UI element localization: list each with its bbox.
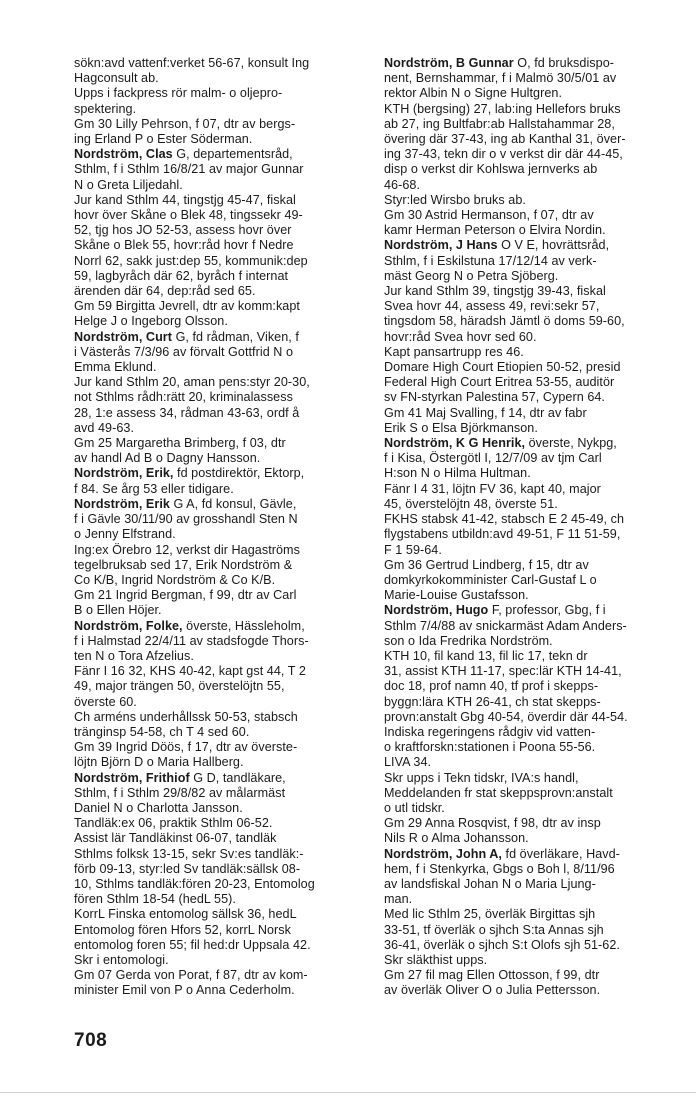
text-line: Upps i fackpress rör malm- o oljepro- <box>74 86 283 101</box>
text-line: Entomolog fören Hfors 52, korrL Norsk <box>74 922 291 937</box>
text-line: förb 09-13, styr:led Sv tandläk:sällsk 08- <box>74 861 301 876</box>
text-line: disp o verkst dir Kohlswa jernverks ab <box>384 162 598 177</box>
text-line: 46-68. <box>384 177 421 192</box>
entry-name: Nordström, Folke, <box>74 618 183 633</box>
text-line: Nordström, Erik G A, fd konsul, Gävle, <box>74 496 297 511</box>
entry-name: Nordström, J Hans <box>384 238 498 253</box>
entry-name: Nordström, Erik <box>74 496 170 511</box>
text-line: man. <box>384 892 413 907</box>
text-line: Nordström, Frithiof G D, tandläkare, <box>74 770 286 785</box>
text-line: Fänr I 16 32, KHS 40-42, kapt gst 44, T 2 <box>74 664 306 679</box>
entry-name: Nordström, John A, <box>384 846 502 861</box>
text-line: B o Ellen Höjer. <box>74 603 162 618</box>
text-line: KTH 10, fil kand 13, fil lic 17, tekn dr <box>384 648 588 663</box>
text-line: tegelbruksab sed 17, Erik Nordström & <box>74 557 293 572</box>
text-line: LIVA 34. <box>384 755 432 770</box>
text-line: Jur kand Sthlm 20, aman pens:styr 20-30, <box>74 375 310 390</box>
text-line: KTH (bergsing) 27, lab:ing Hellefors bruks <box>384 101 621 116</box>
text-line: Fänr I 4 31, löjtn FV 36, kapt 40, major <box>384 481 601 496</box>
page-number: 708 <box>74 1030 108 1051</box>
text-line: provn:anstalt Gbg 40-54, överdir där 44-54. <box>384 709 628 724</box>
entry-name: Nordström, Clas <box>74 147 173 162</box>
text-line: Co K/B, Ingrid Nordström & Co K/B. <box>74 572 276 587</box>
text-line: N o Greta Liljedahl. <box>74 177 183 192</box>
text-line: 28, 1:e assess 34, rådman 43-63, ordf å <box>74 405 300 420</box>
entry-name: Nordström, Hugo <box>384 603 489 618</box>
text-line: Nordström, Erik, fd postdirektör, Ektorp, <box>74 466 305 481</box>
text-line: Gm 07 Gerda von Porat, f 87, dtr av kom- <box>74 968 308 983</box>
entry-name: Nordström, B Gunnar <box>384 56 514 70</box>
text-line: Skr i entomologi. <box>74 952 169 967</box>
text-line: 52, tjg hos JO 52-53, assess hovr över <box>74 223 292 238</box>
text-line: Nordström, Clas G, departementsråd, <box>74 147 293 162</box>
text-line: Hagconsult ab. <box>74 71 159 86</box>
text-line: Skåne o Blek 55, hovr:råd hovr f Nedre <box>74 238 294 253</box>
text-line: Gm 21 Ingrid Bergman, f 99, dtr av Carl <box>74 588 297 603</box>
text-line: Gm 25 Margaretha Brimberg, f 03, dtr <box>74 436 286 451</box>
text-line: Med lic Sthlm 25, överläk Birgittas sjh <box>384 907 596 922</box>
text-line: 49, major trängen 50, överstelöjtn 55, <box>74 679 285 694</box>
text-line: Norrl 62, sakk just:dep 55, kommunik:dep <box>74 253 308 268</box>
entry-name: Nordström, K G Henrik, <box>384 436 526 451</box>
text-line: f i Gävle 30/11/90 av grosshandl Sten N <box>74 512 298 527</box>
text-line: flygstabens utbildn:avd 49-51, F 11 51-59, <box>384 527 621 542</box>
text-line: Meddelanden fr stat skeppsprovn:anstalt <box>384 785 613 800</box>
text-line: Assist lär Tandläkinst 06-07, tandläk <box>74 831 277 846</box>
left-column <box>74 56 362 999</box>
text-line: Jur kand Sthlm 39, tingstjg 39-43, fiskal <box>384 284 606 299</box>
text-line: F 1 59-64. <box>384 542 442 557</box>
text-line: sv FN-styrkan Palestina 57, Cypern 64. <box>384 390 605 405</box>
text-line: Sthlm 7/4/88 av snickarmäst Adam Anders- <box>384 618 627 633</box>
text-line: f i Halmstad 22/4/11 av stadsfogde Thors- <box>74 633 309 648</box>
text-line: Tandläk:ex 06, praktik Sthlm 06-52. <box>74 816 273 831</box>
text-line: Nordström, John A, fd överläkare, Havd- <box>384 846 620 861</box>
text-line: FKHS stabsk 41-42, stabsch E 2 45-49, ch <box>384 512 625 527</box>
text-line: Skr upps i Tekn tidskr, IVA:s handl, <box>384 770 579 785</box>
text-line: fören Sthlm 18-54 (hedL 55). <box>74 892 236 907</box>
text-line: Gm 41 Maj Svalling, f 14, dtr av fabr <box>384 405 587 420</box>
bottom-rule <box>0 1092 696 1093</box>
text-line: Nordström, B Gunnar O, fd bruksdispo- <box>384 56 614 70</box>
text-line: Nordström, Folke, överste, Hässleholm, <box>74 618 305 633</box>
text-line: i Västerås 7/3/96 av förvalt Gottfrid N o <box>74 344 294 359</box>
text-line: Svea hovr 44, assess 49, revi:sekr 57, <box>384 299 600 314</box>
text-line: Sthlm, f i Sthlm 29/8/82 av målarmäst <box>74 785 286 800</box>
entry-name: Nordström, Frithiof <box>74 770 190 785</box>
text-line: av landsfiskal Johan N o Maria Ljung- <box>384 876 596 891</box>
text-line: 36-41, överläk o sjhch S:t Olofs sjh 51-62. <box>384 937 620 952</box>
text-line: Nordström, J Hans O V E, hovrättsråd, <box>384 238 610 253</box>
text-line: Helge J o Ingeborg Olsson. <box>74 314 228 329</box>
text-line: Erik S o Elsa Björkmanson. <box>384 420 538 435</box>
text-line: Jur kand Sthlm 44, tingstjg 45-47, fiskal <box>74 192 296 207</box>
text-line: tingsdom 58, häradsh Jämtl ö doms 59-60, <box>384 314 625 329</box>
text-line: ärenden där 64, dep:råd sed 65. <box>74 284 256 299</box>
text-line: H:son N o Hilma Hultman. <box>384 466 531 481</box>
text-line: Ing:ex Örebro 12, verkst dir Hagaströms <box>74 542 300 557</box>
text-line: Skr släkthist upps. <box>384 952 488 967</box>
text-line: ab 27, ing Bultfabr:ab Hallstahammar 28, <box>384 116 615 131</box>
text-line: överste 60. <box>74 694 137 709</box>
text-line: 59, lagbyråch där 62, byråch f internat <box>74 268 289 283</box>
text-line: Ch arméns underhållssk 50-53, stabsch <box>74 709 298 724</box>
text-line: ten N o Tora Afzelius. <box>74 648 194 663</box>
text-line: domkyrkokomminister Carl-Gustaf L o <box>384 572 597 587</box>
text-line: Marie-Louise Gustafsson. <box>384 588 529 603</box>
entry-name: Nordström, Curt <box>74 329 173 344</box>
text-line: o Jenny Elfstrand. <box>74 527 176 542</box>
text-line: mäst Georg N o Petra Sjöberg. <box>384 268 559 283</box>
text-line: av överläk Oliver O o Julia Pettersson. <box>384 983 601 998</box>
text-line: rektor Albin N o Signe Hultgren. <box>384 86 563 101</box>
text-line: Daniel N o Charlotta Jansson. <box>74 800 243 815</box>
text-line: byggn:lära KTH 26-41, ch stat skepps- <box>384 694 601 709</box>
text-line: nent, Bernshammar, f i Malmö 30/5/01 av <box>384 71 617 86</box>
text-line: Nordström, K G Henrik, överste, Nykpg, <box>384 436 617 451</box>
text-line: o kraftforskn:stationen i Poona 55-56. <box>384 740 596 755</box>
text-line: Sthlm, f i Eskilstuna 17/12/14 av verk- <box>384 253 597 268</box>
text-line: Gm 29 Anna Rosqvist, f 98, dtr av insp <box>384 816 601 831</box>
text-line: not Sthlms rådh:rätt 20, kriminalassess <box>74 390 293 405</box>
text-line: tränginsp 54-58, ch T 4 sed 60. <box>74 724 250 739</box>
text-line: minister Emil von P o Anna Cederholm. <box>74 983 295 998</box>
text-line: Emma Eklund. <box>74 360 157 375</box>
text-line: Gm 39 Ingrid Döös, f 17, dtr av överste- <box>74 740 298 755</box>
text-line: KorrL Finska entomolog sällsk 36, hedL <box>74 907 297 922</box>
text-line: Domare High Court Etiopien 50-52, presid <box>384 360 621 375</box>
text-line: f i Kisa, Östergötl I, 12/7/09 av tjm Carl <box>384 451 602 466</box>
text-line: hem, f i Stenkyrka, Gbgs o Boh l, 8/11/96 <box>384 861 615 876</box>
text-line: löjtn Björn D o Maria Hallberg. <box>74 755 244 770</box>
text-line: sökn:avd vattenf:verket 56-67, konsult Ing <box>74 56 310 70</box>
text-line: 31, assist KTH 11-17, spec:lär KTH 14-41, <box>384 664 622 679</box>
text-line: kamr Herman Peterson o Elvira Nordin. <box>384 223 606 238</box>
text-line: entomolog foren 55; fil hed:dr Uppsala 42. <box>74 937 311 952</box>
text-line: Gm 36 Gertrud Lindberg, f 15, dtr av <box>384 557 589 572</box>
text-line: Gm 30 Lilly Pehrson, f 07, dtr av bergs- <box>74 116 296 131</box>
text-line: spektering. <box>74 101 137 116</box>
text-line: avd 49-63. <box>74 420 135 435</box>
text-line: ing 37-43, tekn dir o v verkst dir där 44-45, <box>384 147 623 162</box>
text-line: 33-51, tf överläk o sjhch S:ta Annas sjh <box>384 922 604 937</box>
text-line: f 84. Se årg 53 eller tidigare. <box>74 481 234 496</box>
text-line: Gm 30 Astrid Hermanson, f 07, dtr av <box>384 208 594 223</box>
text-line: Styr:led Wirsbo bruks ab. <box>384 192 526 207</box>
text-line: övering där 37-43, ing ab Kanthal 31, över- <box>384 132 626 147</box>
text-line: o utl tidskr. <box>384 800 445 815</box>
text-line: Nordström, Curt G, fd rådman, Viken, f <box>74 329 299 344</box>
text-line: son o Ida Fredrika Nordström. <box>384 633 553 648</box>
entry-name: Nordström, Erik, <box>74 466 174 481</box>
text-line: Gm 27 fil mag Ellen Ottosson, f 99, dtr <box>384 968 600 983</box>
text-line: hovr över Skåne o Blek 48, tingssekr 49- <box>74 208 303 223</box>
text-line: 10, Sthlms tandläk:fören 20-23, Entomolog <box>74 876 315 891</box>
text-line: Nordström, Hugo F, professor, Gbg, f i <box>384 603 606 618</box>
text-line: Sthlms folksk 13-15, sekr Sv:es tandläk:- <box>74 846 304 861</box>
text-line: doc 18, prof namn 40, tf prof i skepps- <box>384 679 599 694</box>
text-line: ing Erland P o Ester Söderman. <box>74 132 253 147</box>
text-line: Sthlm, f i Sthlm 16/8/21 av major Gunnar <box>74 162 304 177</box>
text-line: Kapt pansartrupp res 46. <box>384 344 524 359</box>
text-line: av handl Ad B o Dagny Hansson. <box>74 451 261 466</box>
text-line: Gm 59 Birgitta Jevrell, dtr av komm:kapt <box>74 299 300 314</box>
text-line: Federal High Court Eritrea 53-55, auditör <box>384 375 615 390</box>
text-line: Indiska regeringens rådgiv vid vatten- <box>384 724 596 739</box>
text-line: Nils R o Alma Johansson. <box>384 831 529 846</box>
text-line: 45, överstelöjtn 48, överste 51. <box>384 496 558 511</box>
text-line: hovr:råd Svea hovr sed 60. <box>384 329 537 344</box>
right-column <box>384 56 676 999</box>
